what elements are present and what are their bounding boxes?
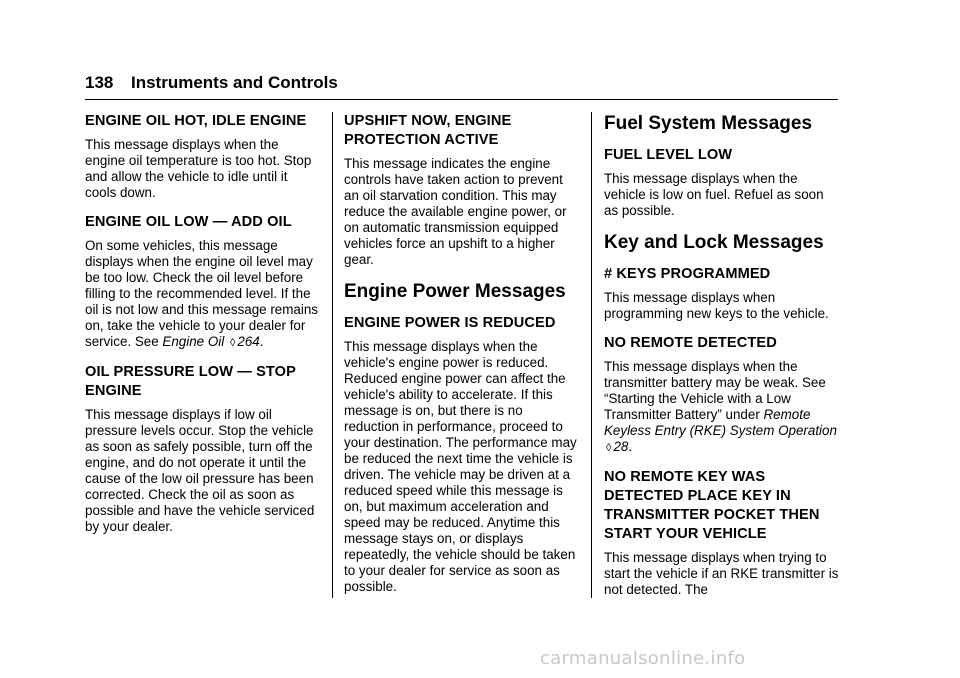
column-3: [604, 112, 840, 610]
heading-engine-oil-low: ENGINE OIL LOW — ADD OIL: [85, 214, 292, 230]
column-divider: [332, 112, 333, 598]
watermark: carmanualsonline.info: [540, 648, 746, 669]
page-title: Instruments and Controls: [131, 73, 338, 92]
paragraph-upshift-now: This message indicates the engine controls have taken action to prevent an oil starvation condition. This may reduce the available engine power, or on automatic transmission equipped vehicles force an upshift to a higher gear.: [344, 156, 567, 267]
heading-engine-oil-hot: ENGINE OIL HOT, IDLE ENGINE: [85, 113, 307, 129]
paragraph-engine-oil-hot: This message displays when the engine oil temperature is too hot. Stop and allow the vehicle to idle until it cools down.: [85, 137, 312, 200]
heading-no-remote-key: NO REMOTE KEY WAS DETECTED PLACE KEY IN TRANSMITTER POCKET THEN START YOUR VEHICLE: [604, 469, 820, 542]
header-rule: [85, 99, 838, 100]
paragraph-engine-power-reduced: This message displays when the vehicle's engine power is reduced. Reduced engine power can affect the vehicle's ability to accelerate. If this message is on, but there is no reduction in performance, proceed to your destination. The performance may be reduced the next time the vehicle is driven. The vehicle may be driven at a reduced speed while this message is on, but maximum acceleration and speed may be reduced. Anytime this message stays on, or displays repeatedly, the vehicle should be taken to your dealer for service as soon as possible.: [344, 339, 577, 594]
cross-reference-page[interactable]: 264: [237, 334, 260, 349]
section-title-engine-power: Engine Power Messages: [344, 281, 566, 302]
heading-fuel-level-low: FUEL LEVEL LOW: [604, 147, 733, 163]
paragraph-fuel-level-low: This message displays when the vehicle is low on fuel. Refuel as soon as possible.: [604, 171, 824, 218]
heading-no-remote-detected: NO REMOTE DETECTED: [604, 335, 777, 351]
heading-keys-programmed: # KEYS PROGRAMMED: [604, 266, 771, 282]
paragraph-text: This message displays when the transmitter battery may be weak. See “Starting the Vehicle with a Low Transmitter Battery” under: [604, 359, 826, 422]
section-title-key-and-lock: Key and Lock Messages: [604, 232, 824, 253]
page-reference-arrow-icon: ◊: [229, 337, 236, 349]
cross-reference-link[interactable]: Remote Keyless Entry (RKE) System Operation: [604, 407, 837, 438]
section-title-fuel-system: Fuel System Messages: [604, 113, 813, 134]
page-reference-arrow-icon: ◊: [606, 442, 612, 454]
paragraph-no-remote-key: This message displays when trying to start the vehicle if an RKE transmitter is not detected. The: [604, 550, 839, 597]
column-1: [85, 112, 321, 547]
heading-oil-pressure-low: OIL PRESSURE LOW — STOP ENGINE: [85, 364, 296, 399]
paragraph-no-remote-detected: This message displays when the transmitter battery may be weak. See “Starting the Vehicle with a Low Transmitter Battery” under Remote Keyless Entry (RKE) System Operation ◊ 28.: [604, 359, 837, 454]
paragraph-engine-oil-low: On some vehicles, this message displays when the engine oil level may be too low. Check the oil level before filling to the recommended level. If the oil is not low and this message remains on, take the vehicle to your dealer for service. See Engine Oil ◊ 264.: [85, 238, 318, 349]
paragraph-oil-pressure-low: This message displays if low oil pressure levels occur. Stop the vehicle as soon as safely possible, turn off the engine, and do not operate it until the cause of the low oil pressure has been corrected. Check the oil as soon as possible and have the vehicle serviced by your dealer.: [85, 407, 315, 534]
page-header: [85, 70, 838, 100]
paragraph-text: On some vehicles, this message displays when the engine oil level may be too low. Check the oil level before filling to the recommended level. If the oil is not low and this message remains on, take the vehicle to your dealer for service. See: [85, 238, 318, 349]
column-2: [344, 112, 580, 607]
cross-reference-page[interactable]: 28: [613, 439, 629, 454]
column-divider: [591, 112, 592, 598]
paragraph-keys-programmed: This message displays when programming new keys to the vehicle.: [604, 290, 829, 321]
page-number: 138: [85, 73, 114, 92]
cross-reference-link[interactable]: Engine Oil: [162, 334, 225, 349]
heading-engine-power-reduced: ENGINE POWER IS REDUCED: [344, 315, 556, 331]
heading-upshift-now: UPSHIFT NOW, ENGINE PROTECTION ACTIVE: [344, 113, 512, 148]
